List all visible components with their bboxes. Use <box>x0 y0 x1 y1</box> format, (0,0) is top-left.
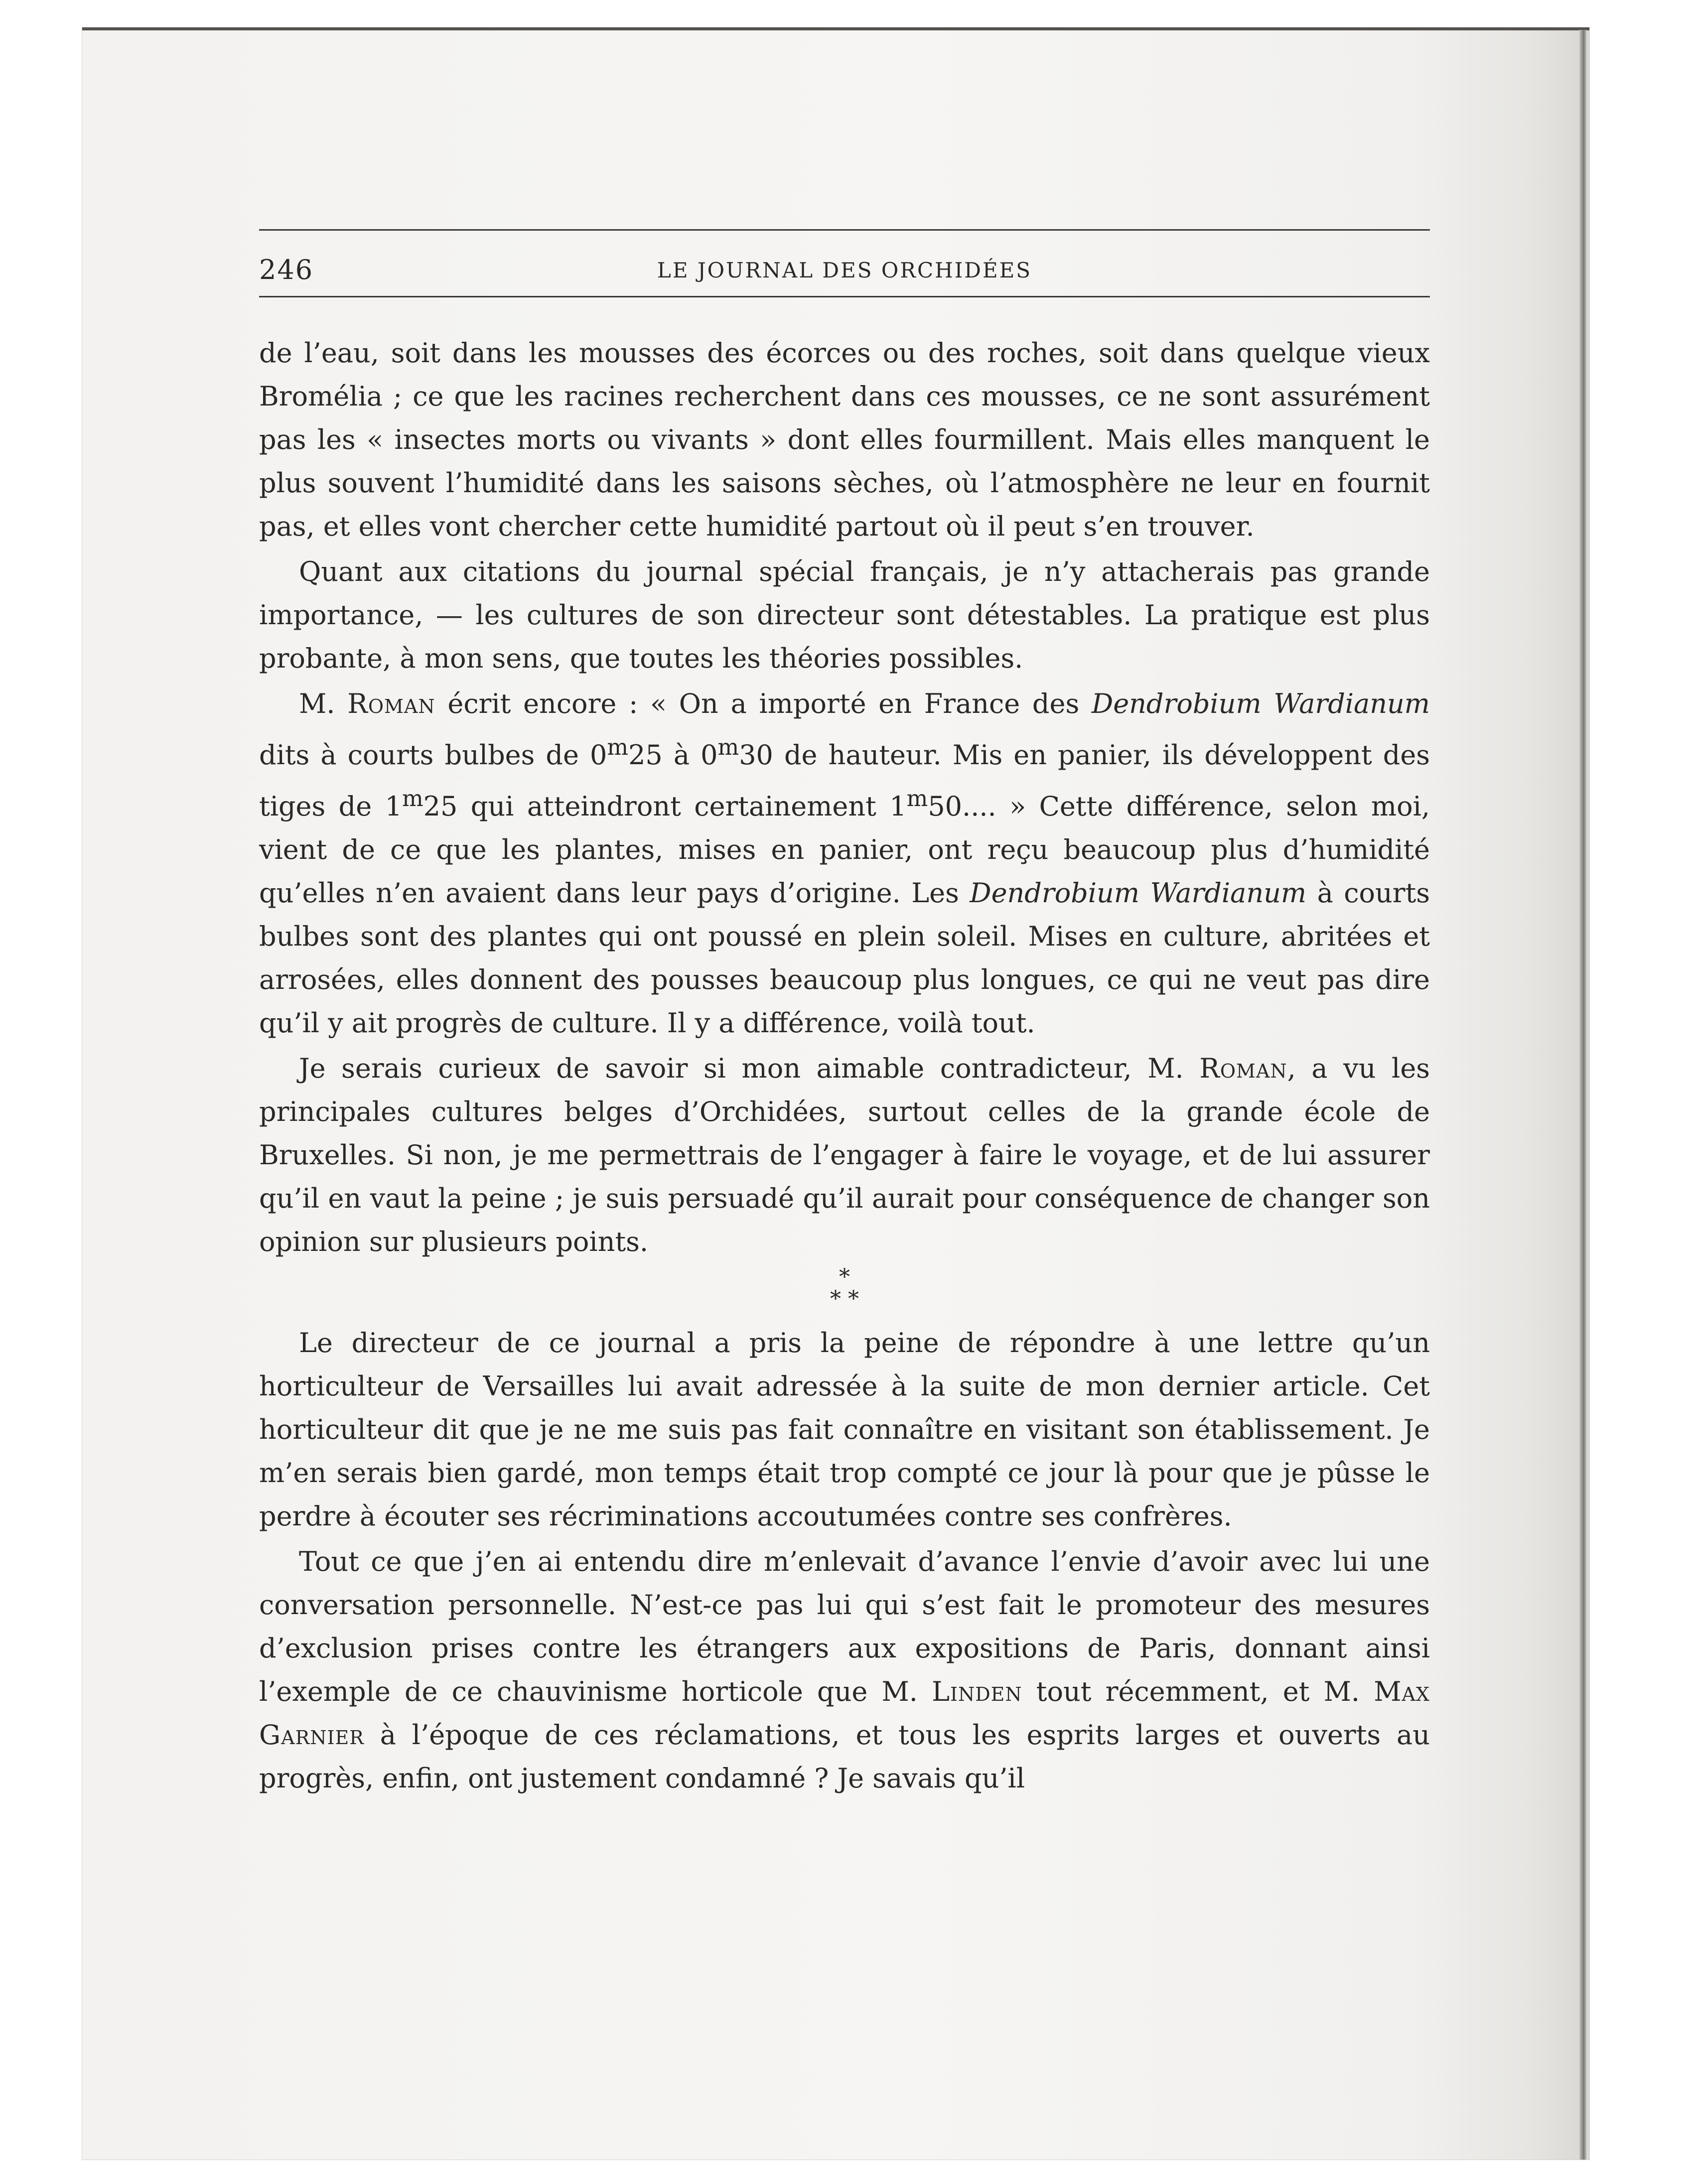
page-top-edge <box>82 27 1589 30</box>
text-run: 50.... » Cette différence, selon moi, vient de ce que les plantes, mises en panier, ont reçu beaucoup plus d’humidité qu’elles n’en avaient dans leur pays d’origine. Les <box>259 791 1430 909</box>
paragraph-2: Quant aux citations du journal spécial français, je n’y attacherais pas grande importance, — les cultures de son directeur sont détestables. La pratique est plus probante, à mon sens, que toutes les théories possibles. <box>259 556 1430 674</box>
text-run: dits à courts bulbes de 0 <box>259 739 607 771</box>
text-run: , a vu les principales cultures belges d’Orchidées, surtout celles de la grande école de Bruxelles. Si non, je me permettrais de l’engager à faire le voyage, et de lui assurer qu’il en vaut la peine ; je suis persuadé qu’il aurait pour conséquence de changer son opinion sur plusieurs points. <box>259 1053 1430 1257</box>
paragraph-1: de l’eau, soit dans les mousses des écorces ou des roches, soit dans quelque vieux Bromélia ; ce que les racines recherchent dans ces mousses, ce ne sont assurément pas les « insectes morts ou vivants » dont elles fourmillent. Mais elles manquent le plus souvent l’humidité dans les saisons sèches, où l’atmosphère ne leur en fournit pas, et elles vont chercher cette humidité partout où il peut s’en trouver. <box>259 337 1430 542</box>
person-name: Max Garnier <box>259 1676 1430 1751</box>
paragraph-3 <box>259 682 1430 1045</box>
paragraph-5: Le directeur de ce journal a pris la peine de répondre à une lettre qu’un horticulteur de Versailles lui avait adressée à la suite de mon dernier article. Cet horticulteur dit que je ne me suis pas fait connaître en visitant son établissement. Je m’en serais bien gardé, mon temps était trop compté ce jour là pour que je pûsse le perdre à écouter ses récriminations accoutumées contre ses confrères. <box>259 1327 1430 1532</box>
text-run: 25 à 0 <box>628 739 718 771</box>
unit-superscript: m <box>906 785 928 812</box>
unit-superscript: m <box>717 734 739 760</box>
paragraph-4 <box>259 1047 1430 1263</box>
text-run: à l’époque de ces réclamations, et tous les esprits larges et ouverts au progrès, enfin, ont justement condamné ? Je savais qu’il <box>259 1719 1430 1794</box>
species-name: Dendrobium Wardianum <box>970 877 1307 909</box>
page-number: 246 <box>259 254 314 285</box>
article-body <box>259 331 1430 1802</box>
person-name: Linden <box>932 1676 1022 1707</box>
section-asterism <box>259 1266 1430 1310</box>
text-run: 25 qui atteindront certainement 1 <box>423 791 907 822</box>
header-rule-bottom <box>259 296 1430 297</box>
asterism-bottom: * * <box>830 1286 859 1312</box>
text-run: Tout ce que j’en ai entendu dire m’enlevait d’avance l’envie d’avoir avec lui une conversation personnelle. N’est-ce pas lui qui s’est fait le promoteur des mesures d’exclusion prises contre les étrangers aux expositions de Paris, donnant ainsi l’exemple de ce chauvinisme horticole que M. <box>259 1546 1430 1707</box>
species-name: Dendrobium Wardianum <box>1091 688 1430 719</box>
paragraph-6 <box>259 1540 1430 1800</box>
header-rule-top <box>259 229 1430 231</box>
page-header <box>259 229 1430 304</box>
author-name: Roman <box>347 688 435 719</box>
text-run: écrit encore : « On a importé en France des <box>435 688 1092 719</box>
author-name: Roman <box>1199 1053 1287 1084</box>
unit-superscript: m <box>402 785 423 812</box>
text-run: M. <box>299 688 348 719</box>
text-run: à courts bulbes sont des plantes qui ont poussé en plein soleil. Mises en culture, abritées et arrosées, elles donnent des pousses beaucoup plus longues, ce qui ne veut pas dire qu’il y ait progrès de culture. Il y a différence, voilà tout. <box>259 877 1430 1039</box>
running-title: LE JOURNAL DES ORCHIDÉES <box>657 258 1032 282</box>
text-run: 30 de hauteur. Mis en panier, ils développent des tiges de 1 <box>259 739 1430 822</box>
page-right-edge <box>1579 30 1586 2160</box>
asterism-top: * <box>839 1264 850 1290</box>
text-run: tout récemment, et M. <box>1022 1676 1374 1707</box>
unit-superscript: m <box>607 734 629 760</box>
text-run: Je serais curieux de savoir si mon aimable contradicteur, M. <box>299 1053 1200 1084</box>
